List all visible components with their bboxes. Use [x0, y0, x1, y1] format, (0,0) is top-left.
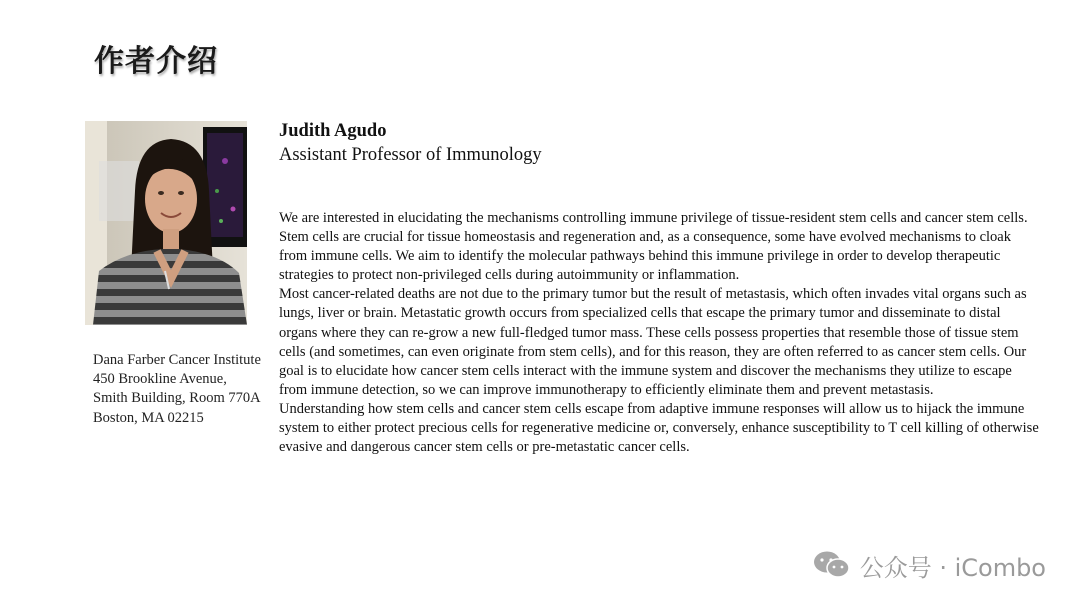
paragraph: Most cancer-related deaths are not due to the primary tumor but the result of metastasis, which often invades vital organs such as lungs, liver or brain. Metastatic growth occurs from specialized cells that escape the primary tumor and disseminate to distal organs where they can re-grow a new full-fledged tumor mass. These cells possess properties that resemble those of tissue stem cells (and sometimes, can even originate from stem cells), and for this reason, they are often referred to as cancer stem cells. Our goal is to elucidate how cancer stem cells interact with the immune system and discover the mechanisms they utilize to escape from immune detection, so we can improve immunotherapy to efficiently eliminate them and prevent metastasis. — [279, 286, 1027, 398]
author-name: Judith Agudo — [279, 121, 387, 141]
paragraph: Understanding how stem cells and cancer stem cells escape from adaptive immune responses will allow us to hijack the immune system to either protect precious cells for regenerative medicine or, conversely, enhance susceptibility to T cell killing of otherwise evasive and dangerous cancer stem cells or pre-metastatic cancer cells. — [279, 400, 1039, 456]
author-address: Dana Farber Cancer Institute 450 Brookline Avenue, Smith Building, Room 770A Boston, MA 02215 — [93, 352, 261, 426]
watermark — [812, 549, 1046, 581]
author-photo — [85, 121, 247, 325]
research-description — [279, 209, 1039, 457]
wechat-icon — [812, 550, 852, 580]
paragraph: Stem cells are crucial for tissue homeostasis and regeneration and, as a consequence, some have evolved mechanisms to cloak from immune cells. We aim to identify the molecular pathways behind this immune privilege in order to develop therapeutic strategies to protect non-privileged cells during autoimmunity or inflammation. — [279, 229, 1011, 284]
page-title: 作者介绍 — [94, 44, 218, 79]
author-title: Assistant Professor of Immunology — [279, 145, 542, 165]
paragraph: We are interested in elucidating the mechanisms controlling immune privilege of tissue-resident stem cells and cancer stem cells. — [279, 210, 1028, 226]
watermark-text: 公众号 · iCombo — [859, 553, 1046, 582]
